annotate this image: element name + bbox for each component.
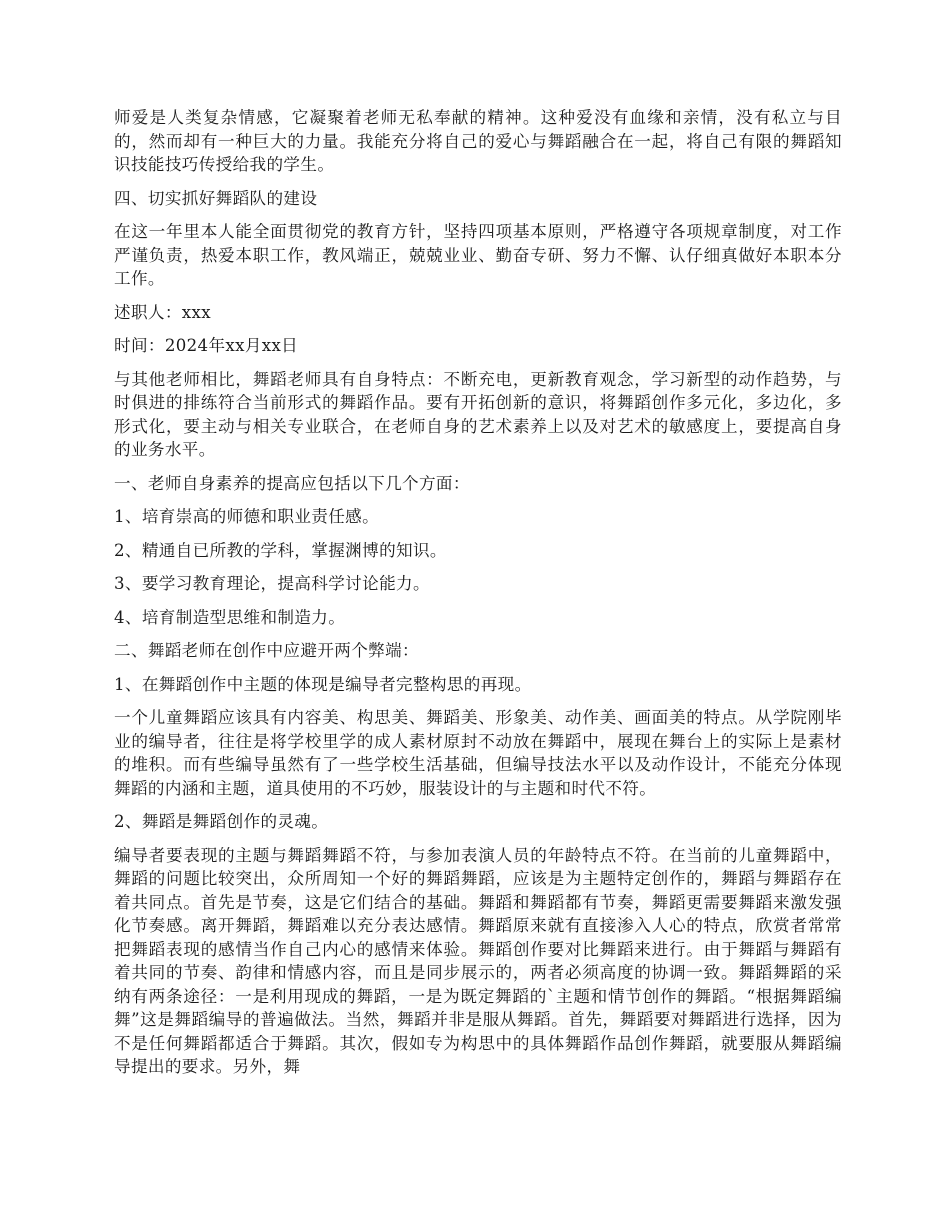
section-heading: 一、老师自身素养的提高应包括以下几个方面： bbox=[114, 473, 470, 493]
paragraph: 师爱是人类复杂情感，它凝聚着老师无私奉献的精神。这种爱没有血缘和亲情，没有私立与目的，然而却有一种巨大的力量。我能充分将自己的爱心与舞蹈融合在一起，将自己有限的舞蹈知识技能技巧传授给我的学生。 bbox=[114, 108, 842, 174]
section-heading: 二、舞蹈老师在创作中应避开两个弊端： bbox=[114, 641, 419, 660]
paragraph: 与其他老师相比，舞蹈老师具有自身特点：不断充电，更新教育观念，学习新型的动作趋势，与时俱进的排练符合当前形式的舞蹈作品。要有开拓创新的意识，将舞蹈创作多元化，多边化，多形式化，要主动与相关专业联合，在老师自身的艺术素养上以及对艺术的敏感度上，要提高自身的业务水平。 bbox=[114, 369, 842, 459]
list-item: 2、精通自已所教的学科，掌握渊博的知识。 bbox=[114, 540, 447, 560]
paragraph: 一个儿童舞蹈应该具有内容美、构思美、舞蹈美、形象美、动作美、画面美的特点。从学院刚毕业的编导者，往往是将学校里学的成人素材原封不动放在舞蹈中，展现在舞台上的实际上是素材的堆积。而有些编导虽然有了一些学校生活基础，但编导技法水平以及动作设计，不能充分体现舞蹈的内涵和主题，道具使用的不巧妙，服装设计的与主题和时代不符。 bbox=[114, 708, 842, 798]
list-item: 2、舞蹈是舞蹈创作的灵魂。 bbox=[114, 812, 329, 831]
section-heading: 四、切实抓好舞蹈队的建设 bbox=[114, 188, 318, 208]
list-item: 1、培育崇高的师德和职业责任感。 bbox=[114, 507, 380, 526]
list-item: 1、在舞蹈创作中主题的体现是编导者完整构思的再现。 bbox=[114, 674, 532, 694]
paragraph: 编导者要表现的主题与舞蹈舞蹈不符，与参加表演人员的年龄特点不符。在当前的儿童舞蹈中，舞蹈的问题比较突出，众所周知一个好的舞蹈舞蹈，应该是为主题特定创作的，舞蹈与舞蹈存在着共同点。首先是节奏，这是它们结合的基础。舞蹈和舞蹈都有节奏，舞蹈更需要舞蹈来激发强化节奏感。离开舞蹈，舞蹈难以充分表达感情。舞蹈原来就有直接渗入人心的特点，欣赏者常常把舞蹈表现的感情当作自己内心的感情来体验。舞蹈创作要对比舞蹈来进行。由于舞蹈与舞蹈有着共同的节奏、韵律和情感内容，而且是同步展示的，两者必须高度的协调一致。舞蹈舞蹈的采纳有两条途径：一是利用现成的舞蹈，一是为既定舞蹈的`主题和情节创作的舞蹈。“根据舞蹈编舞”这是舞蹈编导的普遍做法。当然，舞蹈并非是服从舞蹈。首先，舞蹈要对舞蹈进行选择，因为不是任何舞蹈都适合于舞蹈。其次，假如专为构思中的具体舞蹈作品创作舞蹈，就要服从舞蹈编导提出的要求。另外，舞 bbox=[114, 845, 842, 1076]
date-line: 时间：2024年xx月xx日 bbox=[114, 336, 299, 355]
list-item: 4、培育制造型思维和制造力。 bbox=[114, 607, 346, 627]
reporter-line: 述职人：xxx bbox=[114, 302, 211, 322]
document-body bbox=[114, 106, 842, 1089]
list-item: 3、要学习教育理论，提高科学讨论能力。 bbox=[114, 574, 430, 593]
paragraph: 在这一年里本人能全面贯彻党的教育方针，坚持四项基本原则，严格遵守各项规章制度，对工作严谨负责，热爱本职工作，教风端正，兢兢业业、勤奋专研、努力不懈、认仔细真做好本职本分工作。 bbox=[114, 222, 842, 288]
